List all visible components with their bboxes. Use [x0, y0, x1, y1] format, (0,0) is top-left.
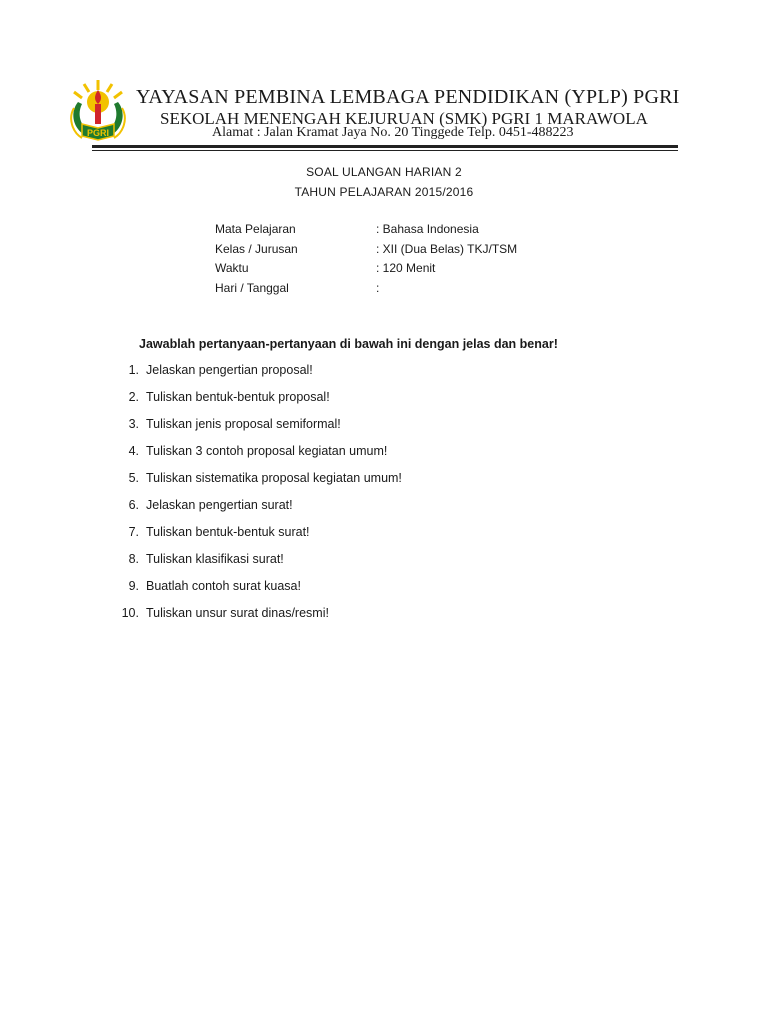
question-number: 9.: [128, 579, 139, 593]
question-text: Jelaskan pengertian surat!: [146, 498, 293, 512]
question-number: 5.: [128, 471, 139, 485]
question-item: [110, 552, 670, 579]
info-row-time: [215, 261, 517, 281]
question-item: [110, 606, 670, 633]
info-value: : 120 Menit: [376, 261, 436, 275]
question-number: 7.: [128, 525, 139, 539]
question-number: 10.: [121, 606, 139, 620]
exam-info-table: [215, 222, 517, 300]
question-number: 8.: [128, 552, 139, 566]
question-text: Tuliskan 3 contoh proposal kegiatan umum!: [146, 444, 388, 458]
info-label: Hari / Tanggal: [215, 280, 289, 295]
school-address: Alamat : Jalan Kramat Jaya No. 20 Tinggede Telp. 0451-488223: [212, 125, 574, 140]
academic-year: TAHUN PELAJARAN 2015/2016: [294, 185, 474, 199]
question-list: [110, 363, 670, 633]
info-row-date: [215, 281, 517, 301]
svg-text:PGRI: PGRI: [86, 128, 110, 138]
question-number: 2.: [128, 390, 139, 404]
info-row-class: [215, 242, 517, 262]
question-text: Tuliskan jenis proposal semiformal!: [146, 417, 341, 431]
info-label: Waktu: [215, 261, 249, 275]
school-name: SEKOLAH MENENGAH KEJURUAN (SMK) PGRI 1 MARAWOLA: [160, 109, 648, 128]
question-item: [110, 417, 670, 444]
info-value: :: [376, 280, 380, 295]
info-label: Mata Pelajaran: [215, 222, 296, 236]
pgri-logo: [64, 78, 132, 146]
question-item: [110, 471, 670, 498]
info-value: : XII (Dua Belas) TKJ/TSM: [376, 241, 518, 256]
document-title: SOAL ULANGAN HARIAN 2: [306, 165, 462, 179]
question-item: [110, 363, 670, 390]
info-value: : Bahasa Indonesia: [376, 222, 479, 236]
question-text: Tuliskan unsur surat dinas/resmi!: [146, 606, 329, 620]
question-number: 3.: [128, 417, 139, 431]
question-text: Tuliskan bentuk-bentuk surat!: [146, 525, 310, 539]
question-item: [110, 390, 670, 417]
instruction-text: Jawablah pertanyaan-pertanyaan di bawah ini dengan jelas dan benar!: [139, 337, 558, 351]
question-number: 4.: [128, 444, 139, 458]
question-text: Jelaskan pengertian proposal!: [146, 363, 313, 377]
question-item: [110, 498, 670, 525]
organization-name: YAYASAN PEMBINA LEMBAGA PENDIDIKAN (YPLP) PGRI: [136, 86, 680, 108]
question-text: Tuliskan sistematika proposal kegiatan umum!: [146, 471, 402, 485]
question-item: [110, 444, 670, 471]
header-divider-thin: [92, 150, 678, 151]
question-item: [110, 525, 670, 552]
question-text: Buatlah contoh surat kuasa!: [146, 579, 301, 593]
header-divider-thick: [92, 145, 678, 148]
question-text: Tuliskan klasifikasi surat!: [146, 552, 284, 566]
info-label: Kelas / Jurusan: [215, 241, 298, 256]
question-item: [110, 579, 670, 606]
info-row-subject: [215, 222, 517, 242]
question-number: 6.: [128, 498, 139, 512]
question-text: Tuliskan bentuk-bentuk proposal!: [146, 390, 330, 404]
question-number: 1.: [128, 363, 139, 377]
